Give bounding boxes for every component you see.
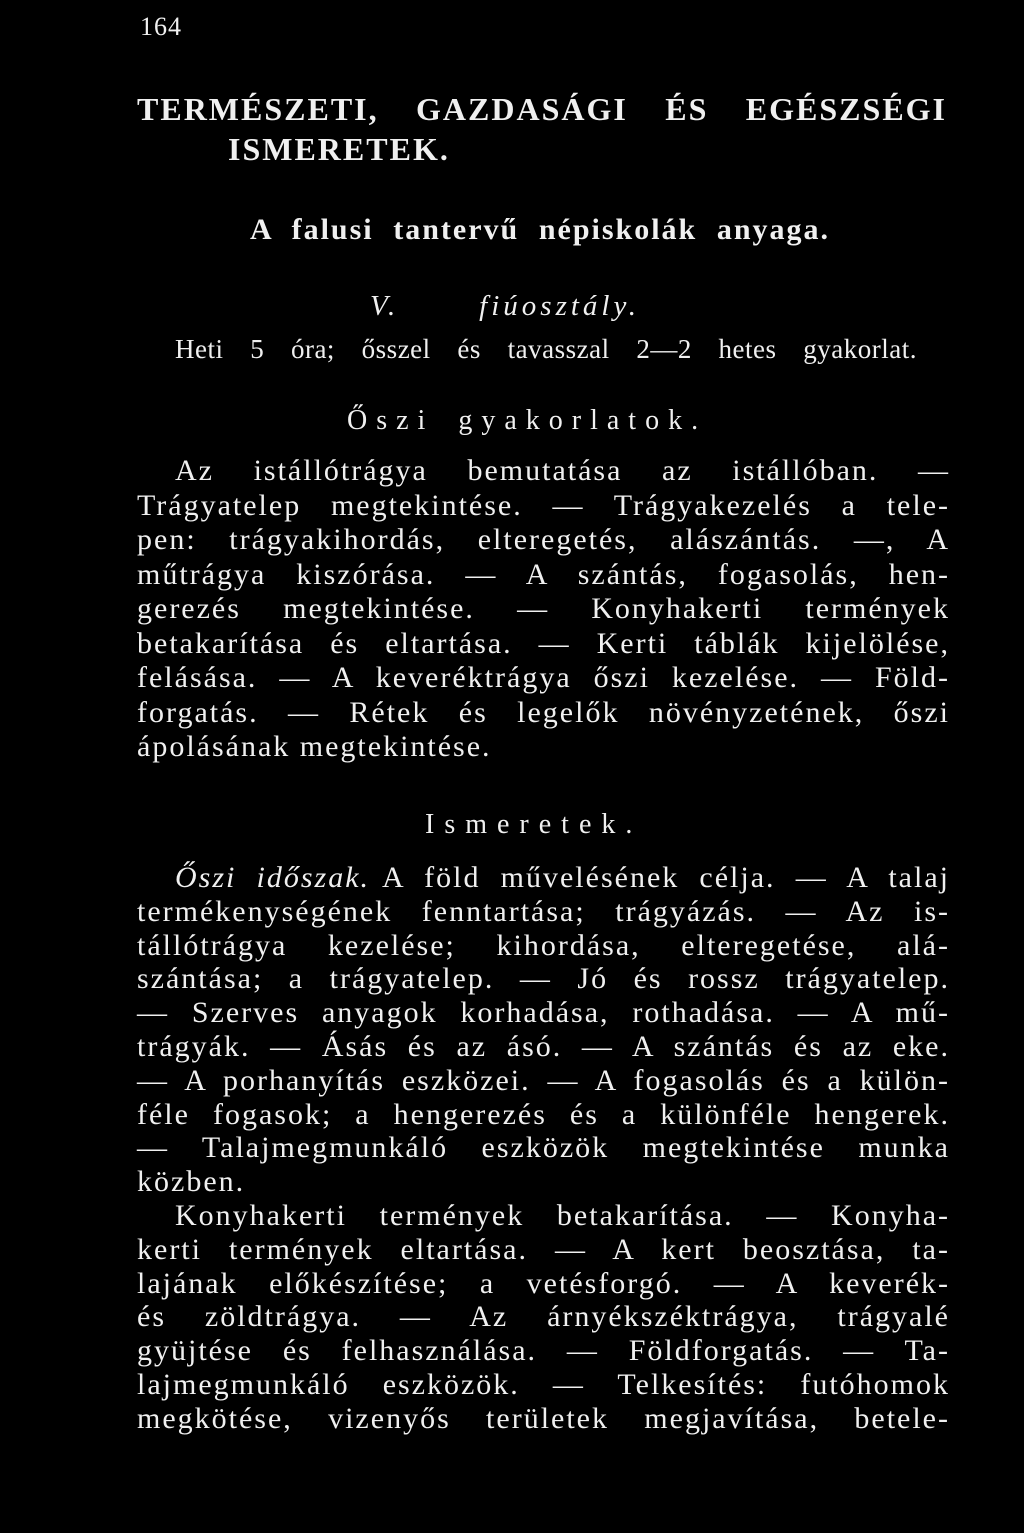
text-line: Konyhakerti termények betakarítása. — Konyha- (175, 1198, 950, 1232)
chapter-subtitle: A falusi tantervű népiskolák anyaga. (250, 213, 830, 246)
text-line: gerezés megtekintése. — Konyhakerti termények (137, 592, 950, 625)
text-line: trágyák. — Ásás és az ásó. — A szántás és az eke. (137, 1029, 950, 1063)
text-line: Az istállótrágya bemutatása az istállóban. — (175, 454, 950, 487)
section-paragraph-practice (137, 454, 950, 765)
text-line: közben. (137, 1165, 246, 1199)
section-paragraph-knowledge (137, 861, 950, 1436)
text-line: lajmegmunkáló eszközök. — Telkesítés: futóhomok (137, 1367, 950, 1401)
text-line: és zöldtrágya. — Az árnyékszéktrágya, trágyalé (137, 1300, 950, 1334)
text-line: ápolásának megtekintése. (137, 730, 492, 763)
text-line: tállótrágya kezelése; kihordása, elteregetése, alá- (137, 928, 950, 962)
text-line: forgatás. — Rétek és legelők növényzetének, őszi (137, 695, 950, 729)
class-name: V. fiúosztály. (370, 290, 640, 322)
weekly-schedule: Heti 5 óra; ősszel és tavasszal 2—2 hetes gyakorlat. (175, 334, 917, 364)
text-line: műtrágya kiszórása. — A szántás, fogasolás, hen- (137, 557, 950, 591)
chapter-heading-line1: TERMÉSZETI, GAZDASÁGI ÉS EGÉSZSÉGI (137, 91, 947, 127)
text-line: — Talajmegmunkáló eszközök megtekintése munka (137, 1131, 950, 1165)
text-line: kerti termények eltartása. — A kert beosztása, ta- (137, 1232, 950, 1266)
text-line: felásása. — A keveréktrágya őszi kezelése. — Föld- (137, 661, 950, 694)
text-line: betakarítása és eltartása. — Kerti táblák kijelölése, (137, 626, 950, 660)
text-line-rest: A föld művelésének célja. — A talaj (382, 861, 950, 894)
section-title-knowledge: Ismeretek. (425, 809, 643, 840)
text-line: szántása; a trágyatelep. — Jó és rossz trágyatelep. (137, 962, 950, 996)
text-line: lajának előkészítése; a vetésforgó. — A keverék- (137, 1266, 950, 1300)
page-number: 164 (140, 12, 182, 41)
text-line: — A porhanyítás eszközei. — A fogasolás és a külön- (137, 1063, 950, 1097)
text-line: féle fogasok; a hengerezés és a különféle hengerek. (137, 1097, 950, 1131)
chapter-heading-line2: ISMERETEK. (228, 131, 450, 167)
text-line: — Szerves anyagok korhadása, rothadása. — A mű- (137, 996, 950, 1030)
text-line: megkötése, vizenyős területek megjavítása, betele- (137, 1401, 950, 1435)
text-line: Trágyatelep megtekintése. — Trágyakezelés a tele- (137, 488, 950, 522)
text-line (137, 861, 950, 895)
text-line: termékenységének fenntartása; trágyázás. — Az is- (137, 894, 950, 928)
text-line: gyüjtése és felhasználása. — Földforgatás. — Ta- (137, 1334, 950, 1368)
text-line: pen: trágyakihordás, elteregetés, alászántás. —, A (137, 523, 950, 556)
section-title-autumn-practice: Őszi gyakorlatok. (347, 405, 708, 436)
italic-lead: Őszi időszak. (175, 861, 371, 894)
